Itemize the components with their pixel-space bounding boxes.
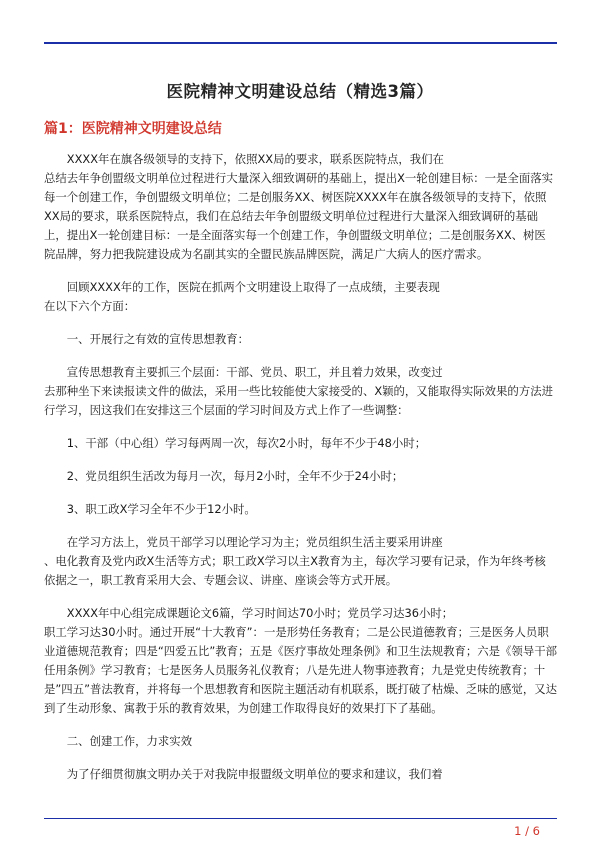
paragraph: 去那种坐下来读报读文件的做法，采用一些比较能使大家接受的、X颖的，又能取得实际效果的方法进行学习，因这我们在安排这三个层面的学习时间及方式上作了一些调整： bbox=[44, 384, 553, 417]
paragraph: 在以下六个方面： bbox=[44, 299, 136, 313]
paragraph: 二、创建工作，力求实效 bbox=[44, 734, 193, 748]
header-rule bbox=[44, 42, 557, 44]
section-heading: 篇1：医院精神文明建设总结 bbox=[44, 121, 222, 137]
paragraph: 一、开展行之有效的宣传思想教育： bbox=[44, 332, 250, 346]
paragraph: 在学习方法上，党员干部学习以理论学习为主；党员组织生活主要采用讲座 bbox=[44, 535, 443, 549]
paragraph: 3、职工政X学习全年不少于12小时。 bbox=[44, 502, 256, 516]
document-body bbox=[44, 150, 557, 798]
paragraph: 回顾XXXX年的工作，医院在抓两个文明建设上取得了一点成绩，主要表现 bbox=[44, 280, 440, 294]
paragraph: 总结去年争创盟级文明单位过程进行大量深入细致调研的基础上，提出X一轮创建目标：一是全面落实每一个创建工作，争创盟级文明单位；二是创服务XX、树医院XXXX年在旗各级领导的支持下，依照XX局的要求，联系医院特点，我们在总结去年争创盟级文明单位过程进行大量深入细致调研的基础上，提出X一轮创建目标：一是全面落实每一个创建工作，争创盟级文明单位；二是创服务XX、树医院品牌，努力把我院建设成为名副其实的全盟民族品牌医院，满足广大病人的医疗需求。 bbox=[44, 171, 553, 261]
paragraph: 职工学习达30小时。通过开展“十大教育”：一是形势任务教育；二是公民道德教育；三是医务人员职业道德规范教育；四是“四爱五比”教育；五是《医疗事故处理条例》和卫生法规教育；六是《领导干部任用条例》学习教育；七是医务人员服务礼仪教育；八是先进人物事迹教育；九是党史传统教育；十是”四五”普法教育，并将每一个思想教育和医院主题活动有机联系，既打破了枯燥、乏味的感觉，又达到了生动形象、寓教于乐的教育效果，为创建工作取得良好的效果打下了基础。 bbox=[44, 625, 557, 715]
paragraph: XXXX年中心组完成课题论文6篇，学习时间达70小时；党员学习达36小时； bbox=[44, 606, 454, 620]
paragraph: 1、干部（中心组）学习每两周一次，每次2小时，每年不少于48小时； bbox=[44, 436, 427, 450]
page-number: 1 / 6 bbox=[514, 824, 540, 838]
paragraph: XXXX年在旗各级领导的支持下，依照XX局的要求，联系医院特点，我们在 bbox=[44, 152, 444, 166]
paragraph: 2、党员组织生活改为每月一次，每月2小时，全年不少于24小时； bbox=[44, 469, 404, 483]
paragraph: 、电化教育及党内政X生活等方式；职工政X学习以主X教育为主，每次学习要有记录，作为年终考核依据之一，职工教育采用大会、专题会议、讲座、座谈会等方式开展。 bbox=[44, 554, 546, 587]
document-title: 医院精神文明建设总结（精选3篇） bbox=[166, 82, 434, 101]
paragraph: 宣传思想教育主要抓三个层面：干部、党员、职工，并且着力效果，改变过 bbox=[44, 365, 443, 379]
paragraph: 为了仔细贯彻旗文明办关于对我院申报盟级文明单位的要求和建议，我们着 bbox=[44, 767, 443, 781]
footer-rule bbox=[44, 818, 557, 819]
